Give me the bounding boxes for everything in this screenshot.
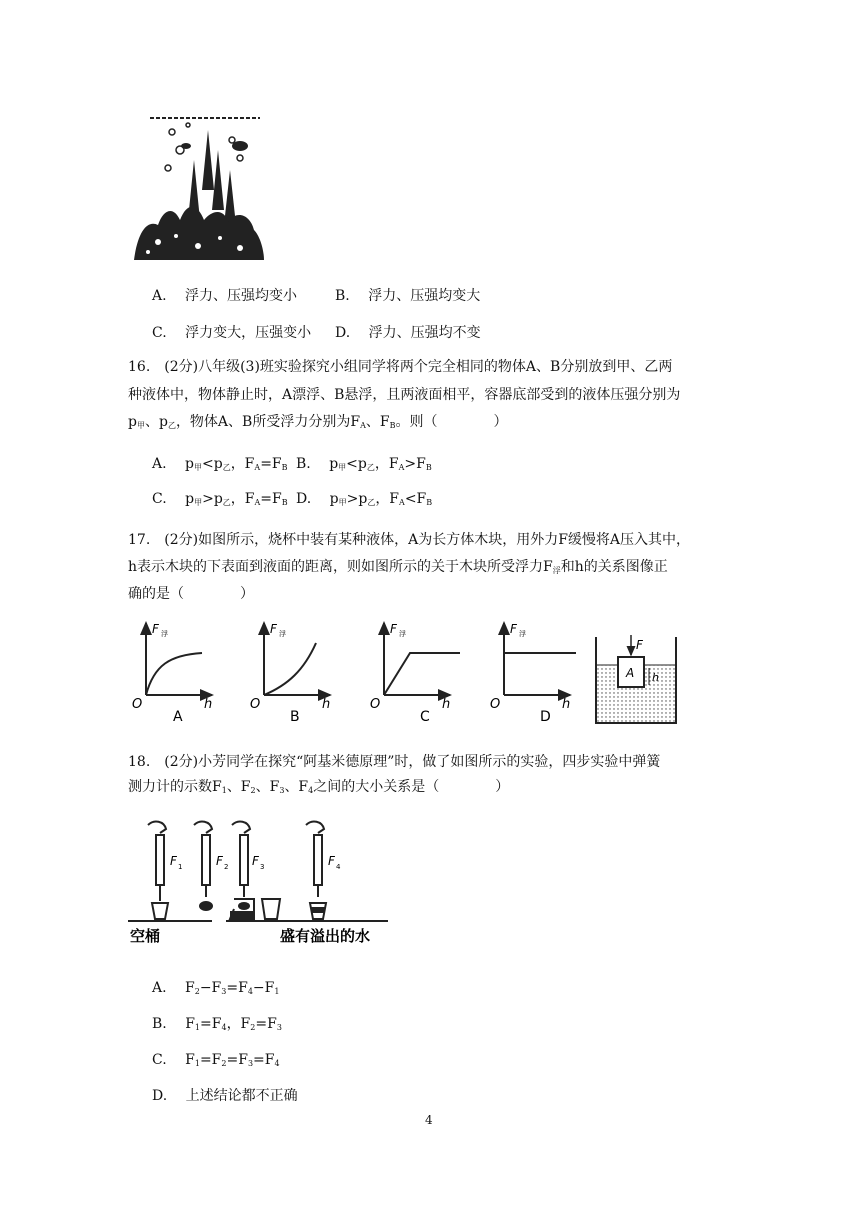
- beaker-force-label: F: [636, 638, 643, 652]
- graph-d-xlabel: h: [562, 697, 571, 712]
- f1-label: F: [170, 854, 177, 868]
- graph-b-ylabel: F: [270, 622, 277, 636]
- graph-d-origin: O: [490, 697, 501, 712]
- q17-figure: [128, 615, 678, 727]
- beaker-block-label: A: [626, 666, 635, 680]
- graph-c: [370, 622, 460, 725]
- graph-c-label: C: [420, 709, 430, 725]
- q15-option-a: A. 浮力、压强均变小: [152, 288, 298, 304]
- f1-sub: 1: [178, 863, 183, 871]
- graph-a-origin: O: [132, 697, 143, 712]
- q17-stem-line2: h表示木块的下表面到液面的距离，则如图所示的关于木块所受浮力$F_浮$和h的关系图像正: [128, 559, 668, 575]
- graph-b-origin: O: [250, 697, 261, 712]
- q15-option-b: B. 浮力、压强均变大: [335, 288, 481, 304]
- graph-c-ylabel: F: [390, 622, 397, 636]
- q17-stem-line3: 确的是（ ）: [128, 586, 254, 602]
- graph-c-xlabel: h: [442, 697, 451, 712]
- graph-a-ylabel: F: [152, 622, 159, 636]
- f2-sub: 2: [224, 863, 229, 871]
- graph-d-label: D: [540, 709, 551, 725]
- f4-label: F: [328, 854, 335, 868]
- q16-option-c: C. $p_甲>p_乙$，$F_A=F_B$: [152, 491, 288, 507]
- q18-option-d: D. 上述结论都不正确: [152, 1088, 298, 1104]
- q18-stem-line1: 18. (2分)小芳同学在探究“阿基米德原理”时，做了如图所示的实验，四步实验中弹簧: [128, 754, 661, 770]
- graph-a-label: A: [173, 709, 183, 725]
- beaker-depth-label: h: [652, 671, 659, 684]
- graph-a-ysub: 浮: [161, 630, 168, 638]
- q15-option-d: D. 浮力、压强均不变: [335, 325, 481, 341]
- graph-c-origin: O: [370, 697, 381, 712]
- f3-sub: 3: [260, 863, 265, 871]
- q16-option-d: D. $p_甲>p_乙$，$F_A<F_B$: [296, 491, 433, 507]
- q16-option-b: B. $p_甲<p_乙$，$F_A>F_B$: [296, 456, 432, 472]
- q18-stem-line2: 测力计的示数$F_1$、$F_2$、$F_3$、$F_4$之间的大小关系是（ ）: [128, 779, 510, 795]
- graph-c-ysub: 浮: [399, 630, 406, 638]
- f2-label: F: [216, 854, 223, 868]
- q16-option-a: A. $p_甲<p_乙$，$F_A=F_B$: [152, 456, 288, 472]
- graph-b-ysub: 浮: [279, 630, 286, 638]
- graph-d-ylabel: F: [510, 622, 517, 636]
- beaker-diagram: [596, 635, 676, 723]
- q17-stem-line1: 17. (2分)如图所示，烧杯中装有某种液体，A为长方体木块，用外力F缓慢将A压入其中，: [128, 532, 691, 548]
- aquarium-figure: [128, 110, 268, 260]
- f3-label: F: [252, 854, 259, 868]
- caption-empty-bucket: 空桶: [130, 927, 161, 945]
- q16-stem-line2: 种液体中，物体静止时，A漂浮、B悬浮，且两液面相平，容器底部受到的液体压强分别为: [128, 387, 681, 403]
- graph-b-xlabel: h: [322, 697, 331, 712]
- q18-figure: [128, 815, 398, 950]
- q16-stem-line1: 16. (2分)八年级(3)班实验探究小组同学将两个完全相同的物体A、B分别放到甲、乙两: [128, 359, 673, 375]
- graph-b: [250, 622, 330, 725]
- graph-a: [132, 622, 212, 725]
- f4-sub: 4: [336, 863, 341, 871]
- q15-option-c: C. 浮力变大，压强变小: [152, 325, 312, 341]
- graph-d: [490, 622, 576, 725]
- q16-stem-line3: $p_甲$、$p_乙$，物体A、B所受浮力分别为$F_A$、$F_B$。则（ ）: [128, 414, 508, 430]
- q18-option-a: A. $F_2-F_3=F_4-F_1$: [152, 980, 280, 996]
- graph-b-label: B: [290, 709, 300, 725]
- graph-d-ysub: 浮: [519, 630, 526, 638]
- q18-option-c: C. $F_1=F_2=F_3=F_4$: [152, 1052, 280, 1068]
- page-number: 4: [425, 1113, 433, 1127]
- caption-overflow-water: 盛有溢出的水: [280, 927, 371, 945]
- q18-option-b: B. $F_1=F_4$，$F_2=F_3$: [152, 1016, 282, 1032]
- graph-a-xlabel: h: [204, 697, 213, 712]
